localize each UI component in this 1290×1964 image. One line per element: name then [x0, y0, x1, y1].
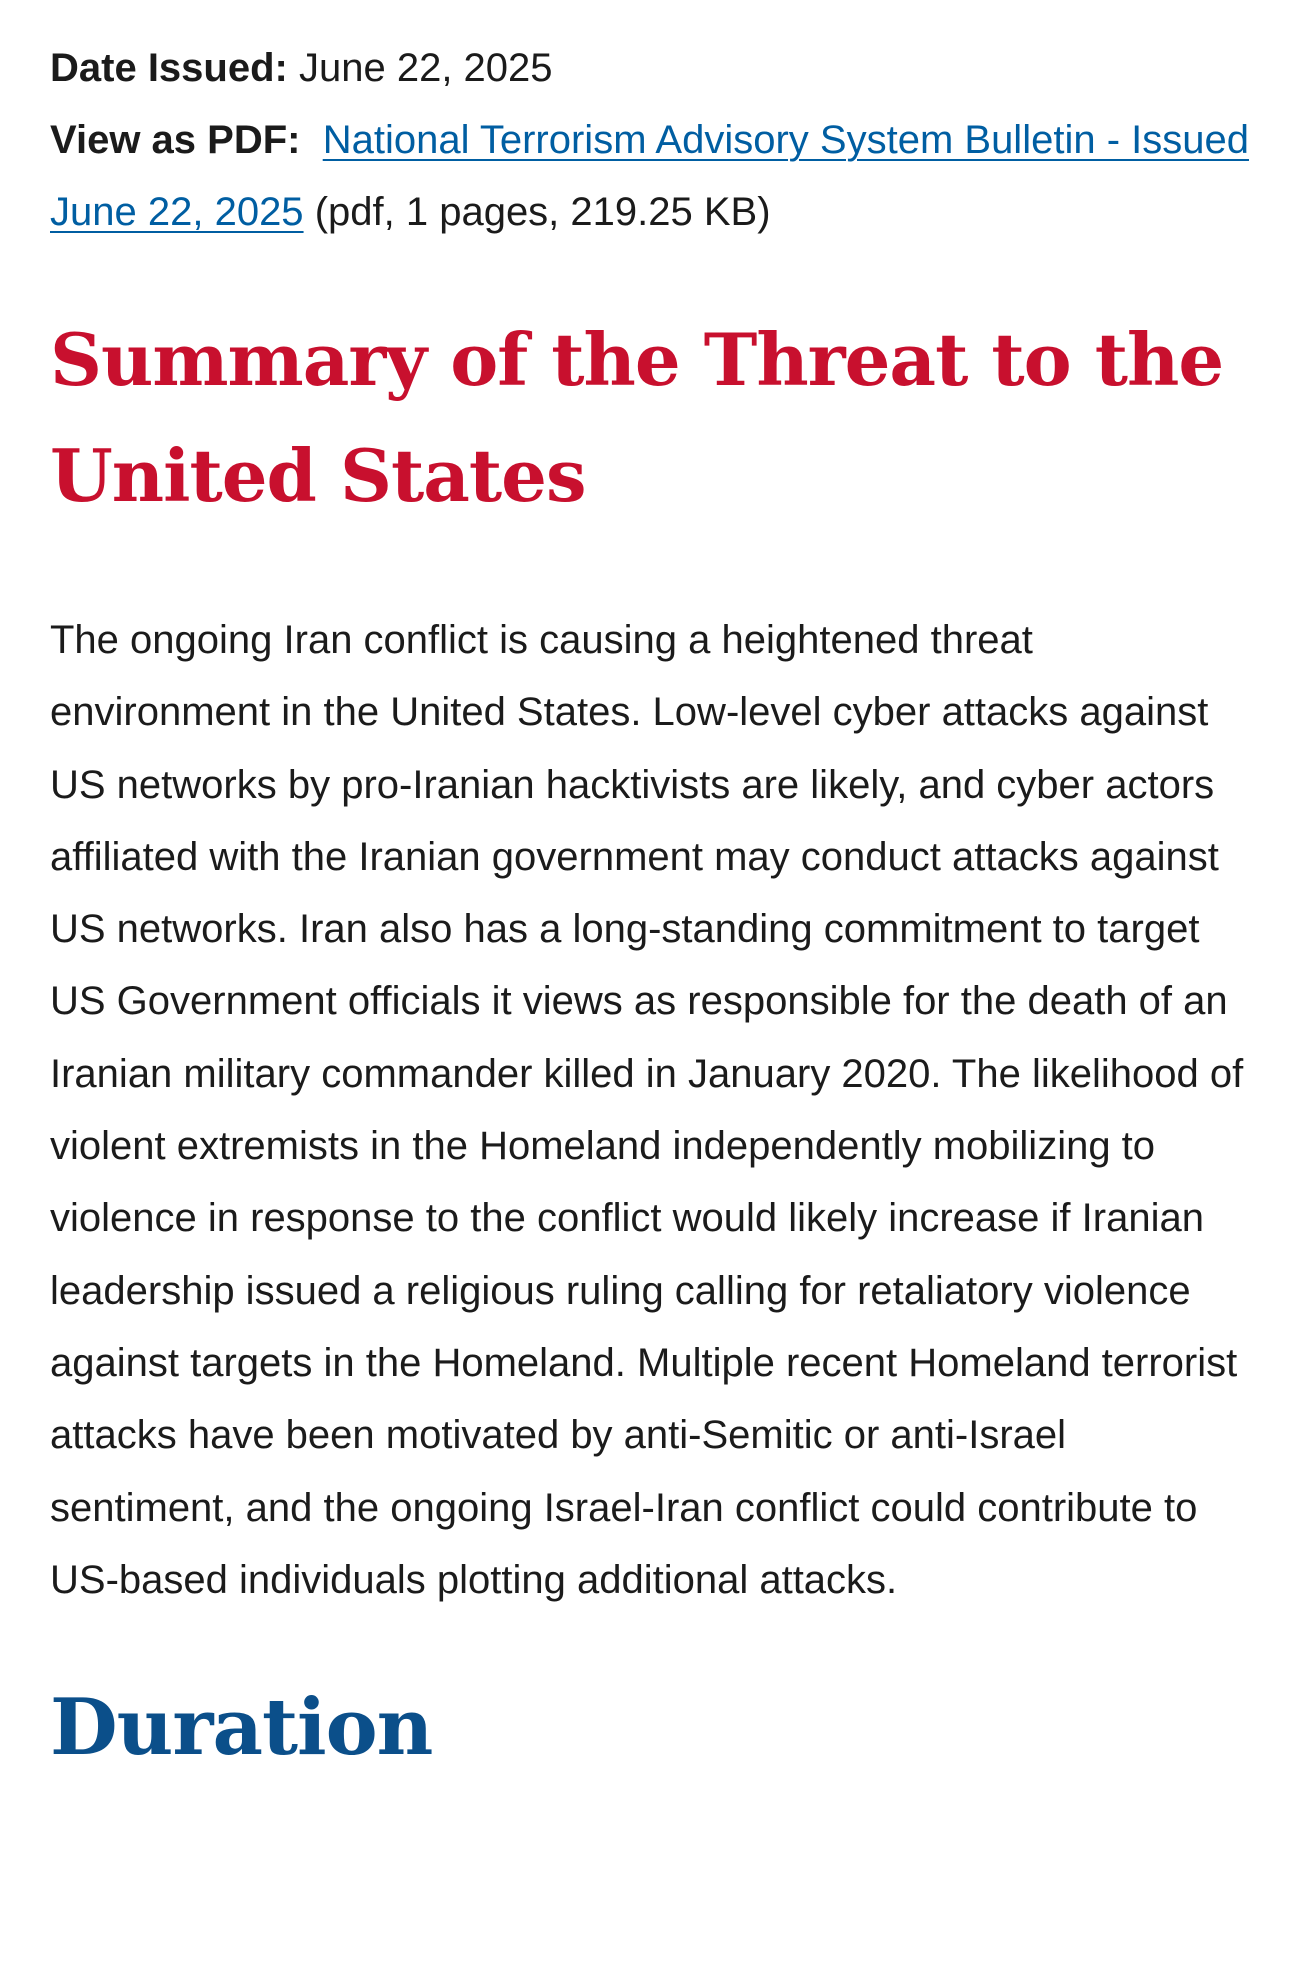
summary-heading: Summary of the Threat to the United States: [50, 317, 1224, 518]
date-issued-line: [50, 32, 1250, 104]
summary-body: The ongoing Iran conflict is causing a heightened threat environment in the United States. Low-level cyber attacks against US networks by pro-Iranian hacktivists are likely, and cyber actors affiliated with the Iranian government may conduct attacks against US networks. Iran also has a long-standing commitment to target US Government officials it views as responsible for the death of an Iranian military commander killed in January 2020. The likelihood of violent extremists in the Homeland independently mobilizing to violence in response to the conflict would likely increase if Iranian leadership issued a religious ruling calling for retaliatory violence against targets in the Homeland. Multiple recent Homeland terrorist attacks have been motivated by anti-Semitic or anti-Israel sentiment, and the ongoing Israel-Iran conflict could contribute to US-based individuals plotting additional attacks.: [50, 618, 1244, 1602]
date-issued-value: June 22, 2025: [298, 46, 553, 90]
bulletin-page: [50, 0, 1250, 1778]
view-as-pdf-label: View as PDF:: [50, 118, 301, 162]
pdf-download-link[interactable]: National Terrorism Advisory System Bulletin - Issued June 22, 2025: [50, 118, 1249, 234]
view-as-pdf-line: [50, 104, 1250, 248]
date-issued-label: Date Issued:: [50, 46, 288, 90]
duration-heading: Duration: [50, 1682, 433, 1774]
pdf-file-info: (pdf, 1 pages, 219.25 KB): [314, 190, 771, 234]
